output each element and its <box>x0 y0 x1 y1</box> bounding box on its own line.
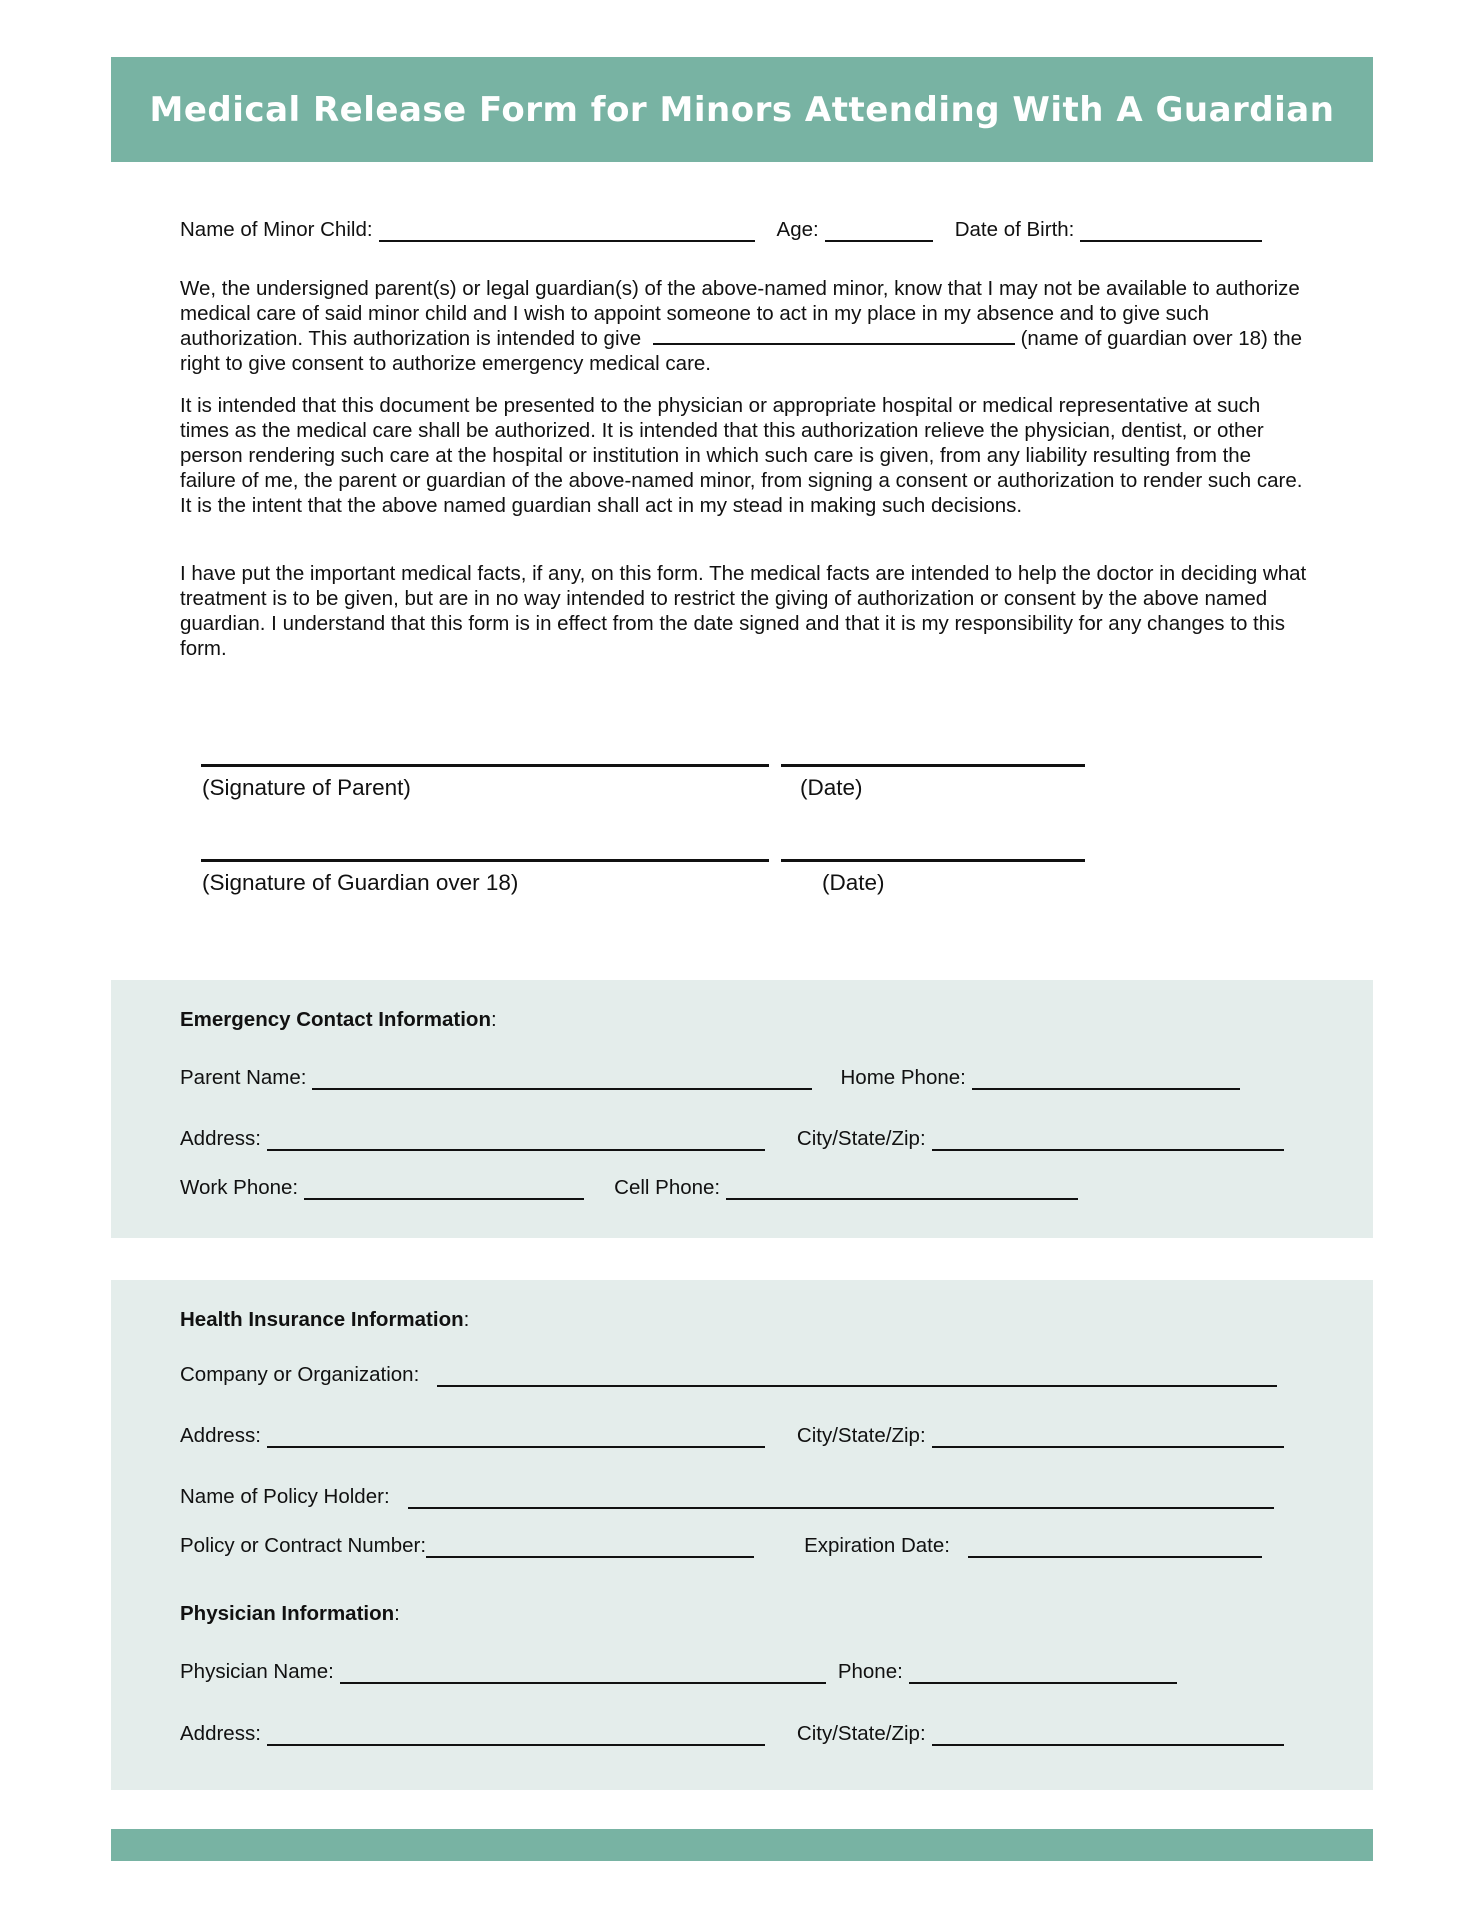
physician-phone-field[interactable] <box>909 1662 1177 1684</box>
dob-label: Date of Birth: <box>954 218 1075 241</box>
emergency-address-field[interactable] <box>267 1129 765 1151</box>
insurance-address-row <box>180 1424 1284 1448</box>
emergency-contact-colon: : <box>490 1008 497 1031</box>
parent-name-row <box>180 1066 1240 1090</box>
emergency-contact-heading <box>180 1008 497 1032</box>
insurance-title: Health Insurance Information <box>180 1308 464 1331</box>
policy-number-row <box>180 1534 1262 1558</box>
company-field[interactable] <box>437 1365 1277 1387</box>
emergency-city-field[interactable] <box>932 1129 1284 1151</box>
insurance-address-label: Address: <box>180 1424 261 1447</box>
guardian-date-label: (Date) <box>822 870 885 895</box>
parent-date-label: (Date) <box>800 775 863 800</box>
physician-city-field[interactable] <box>932 1724 1284 1746</box>
paragraph-authorization <box>180 276 1310 376</box>
guardian-signature-label: (Signature of Guardian over 18) <box>202 870 519 895</box>
emergency-city-label: City/State/Zip: <box>796 1127 926 1150</box>
physician-colon: : <box>394 1602 400 1625</box>
insurance-heading <box>180 1308 469 1332</box>
minor-name-field[interactable] <box>379 220 755 242</box>
physician-name-row <box>180 1660 1177 1684</box>
emergency-address-row <box>180 1127 1284 1151</box>
parent-signature-label: (Signature of Parent) <box>202 775 411 800</box>
work-phone-label: Work Phone: <box>180 1176 299 1199</box>
dob-field[interactable] <box>1080 220 1262 242</box>
expiration-field[interactable] <box>968 1536 1262 1558</box>
emergency-address-label: Address: <box>180 1127 261 1150</box>
minor-info-row <box>180 218 1262 242</box>
physician-address-label: Address: <box>180 1722 261 1745</box>
phones-row <box>180 1176 1078 1200</box>
parent-name-field[interactable] <box>312 1068 812 1090</box>
emergency-contact-title: Emergency Contact Information <box>180 1008 491 1031</box>
cell-phone-label: Cell Phone: <box>614 1176 721 1199</box>
age-field[interactable] <box>825 220 933 242</box>
age-label: Age: <box>776 218 819 241</box>
form-title: Medical Release Form for Minors Attending With A Guardian <box>111 57 1373 162</box>
policy-holder-row <box>180 1485 1274 1509</box>
guardian-signature-line[interactable] <box>201 859 769 862</box>
physician-address-row <box>180 1722 1284 1746</box>
company-row <box>180 1363 1277 1387</box>
policy-holder-field[interactable] <box>408 1487 1274 1509</box>
insurance-city-label: City/State/Zip: <box>796 1424 926 1447</box>
guardian-name-field[interactable] <box>653 327 1015 345</box>
minor-name-label: Name of Minor Child: <box>180 218 373 241</box>
physician-name-field[interactable] <box>340 1662 826 1684</box>
physician-phone-label: Phone: <box>837 1660 903 1683</box>
guardian-date-line[interactable] <box>781 859 1085 862</box>
insurance-city-field[interactable] <box>932 1426 1284 1448</box>
physician-address-field[interactable] <box>267 1724 765 1746</box>
paragraph-1a: We, the undersigned parent(s) or legal guardian(s) of the above-named minor, know that I may not be available to authorize medical care of said minor child and I wish to appoint someone to act in my place in my absence and to give such authorization. This authorization is intended to give <box>180 277 1300 350</box>
paragraph-medical-facts: I have put the important medical facts, if any, on this form. The medical facts are intended to help the doctor in deciding what treatment is to be given, but are in no way intended to restrict the giving of authorization or consent by the above named guardian. I understand that this form is in effect from the date signed and that it is my responsibility for any changes to this form. <box>180 562 1307 660</box>
work-phone-field[interactable] <box>304 1178 584 1200</box>
home-phone-label: Home Phone: <box>840 1066 966 1089</box>
insurance-address-field[interactable] <box>267 1426 765 1448</box>
physician-heading <box>180 1602 400 1626</box>
paragraph-intent: It is intended that this document be presented to the physician or appropriate hospital or medical representative at such times as the medical care shall be authorized. It is intended that this authorization relieve the physician, dentist, or other person rendering such care at the hospital or institution in which such care is given, from any liability resulting from the failure of me, the parent or guardian of the above-named minor, from signing a consent or authorization to render such care. It is the intent that the above named guardian shall act in my stead in making such decisions. <box>180 394 1303 517</box>
company-label: Company or Organization: <box>180 1363 420 1386</box>
parent-signature-line[interactable] <box>201 764 769 767</box>
expiration-label: Expiration Date: <box>804 1534 950 1557</box>
parent-name-label: Parent Name: <box>180 1066 307 1089</box>
physician-city-label: City/State/Zip: <box>796 1722 926 1745</box>
parent-date-line[interactable] <box>781 764 1085 767</box>
policy-number-field[interactable] <box>426 1536 754 1558</box>
footer-bar <box>111 1829 1373 1861</box>
home-phone-field[interactable] <box>972 1068 1240 1090</box>
cell-phone-field[interactable] <box>726 1178 1078 1200</box>
paragraph-1b: (name of guardian over 18) the right to give consent to authorize emergency medical care. <box>180 327 1303 375</box>
insurance-colon: : <box>463 1308 470 1331</box>
policy-holder-label: Name of Policy Holder: <box>180 1485 390 1508</box>
physician-name-label: Physician Name: <box>180 1660 334 1683</box>
physician-title: Physician Information <box>180 1602 395 1625</box>
policy-number-label: Policy or Contract Number: <box>180 1534 427 1557</box>
